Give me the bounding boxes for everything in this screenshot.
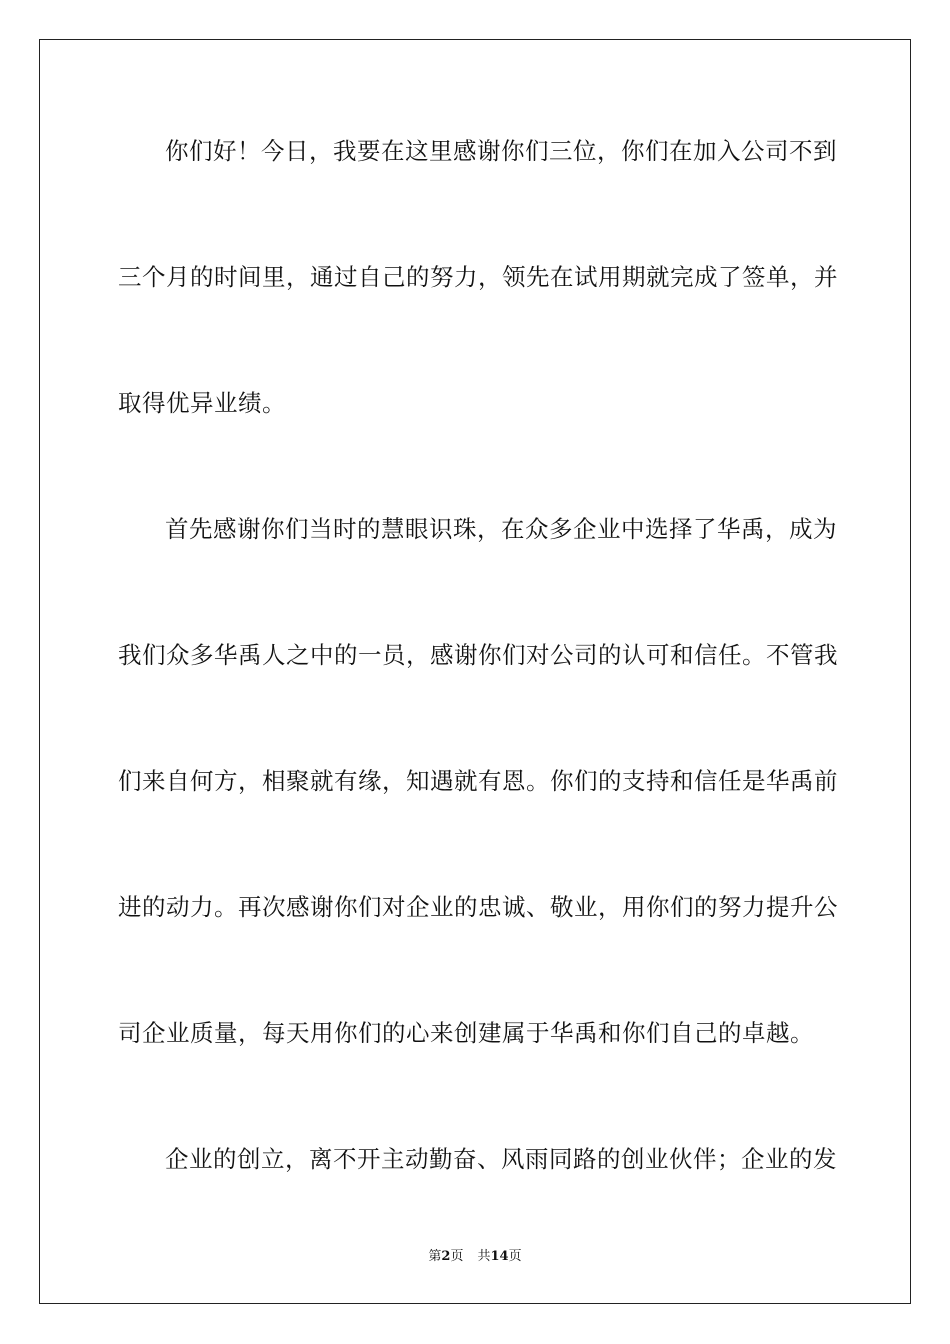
paragraph-1-line-2: 三个月的时间里，通过自己的努力，领先在试用期就完成了签单，并 [118, 263, 838, 291]
paragraph-1-line-1: 你们好！今日，我要在这里感谢你们三位，你们在加入公司不到 [165, 137, 837, 165]
page-border [39, 39, 911, 1304]
page-suffix: 页 [450, 1249, 464, 1264]
total-prefix: 共 [477, 1249, 491, 1264]
page-number: 2 [441, 1249, 451, 1264]
paragraph-2-line-1: 首先感谢你们当时的慧眼识珠，在众多企业中选择了华禹，成为 [165, 515, 837, 543]
total-suffix: 页 [508, 1249, 522, 1264]
paragraph-2-line-5: 司企业质量，每天用你们的心来创建属于华禹和你们自己的卓越。 [118, 1019, 814, 1047]
paragraph-2-line-3: 们来自何方，相聚就有缘，知遇就有恩。你们的支持和信任是华禹前 [118, 767, 838, 795]
paragraph-2-line-2: 我们众多华禹人之中的一员，感谢你们对公司的认可和信任。不管我 [118, 641, 838, 669]
paragraph-3-line-1: 企业的创立，离不开主动勤奋、风雨同路的创业伙伴；企业的发 [165, 1145, 837, 1173]
paragraph-2-line-4: 进的动力。再次感谢你们对企业的忠诚、敬业，用你们的努力提升公 [118, 893, 838, 921]
page-footer [0, 1248, 950, 1266]
page-prefix: 第 [428, 1249, 442, 1264]
paragraph-1-line-3: 取得优异业绩。 [118, 389, 286, 417]
total-pages: 14 [490, 1249, 509, 1264]
